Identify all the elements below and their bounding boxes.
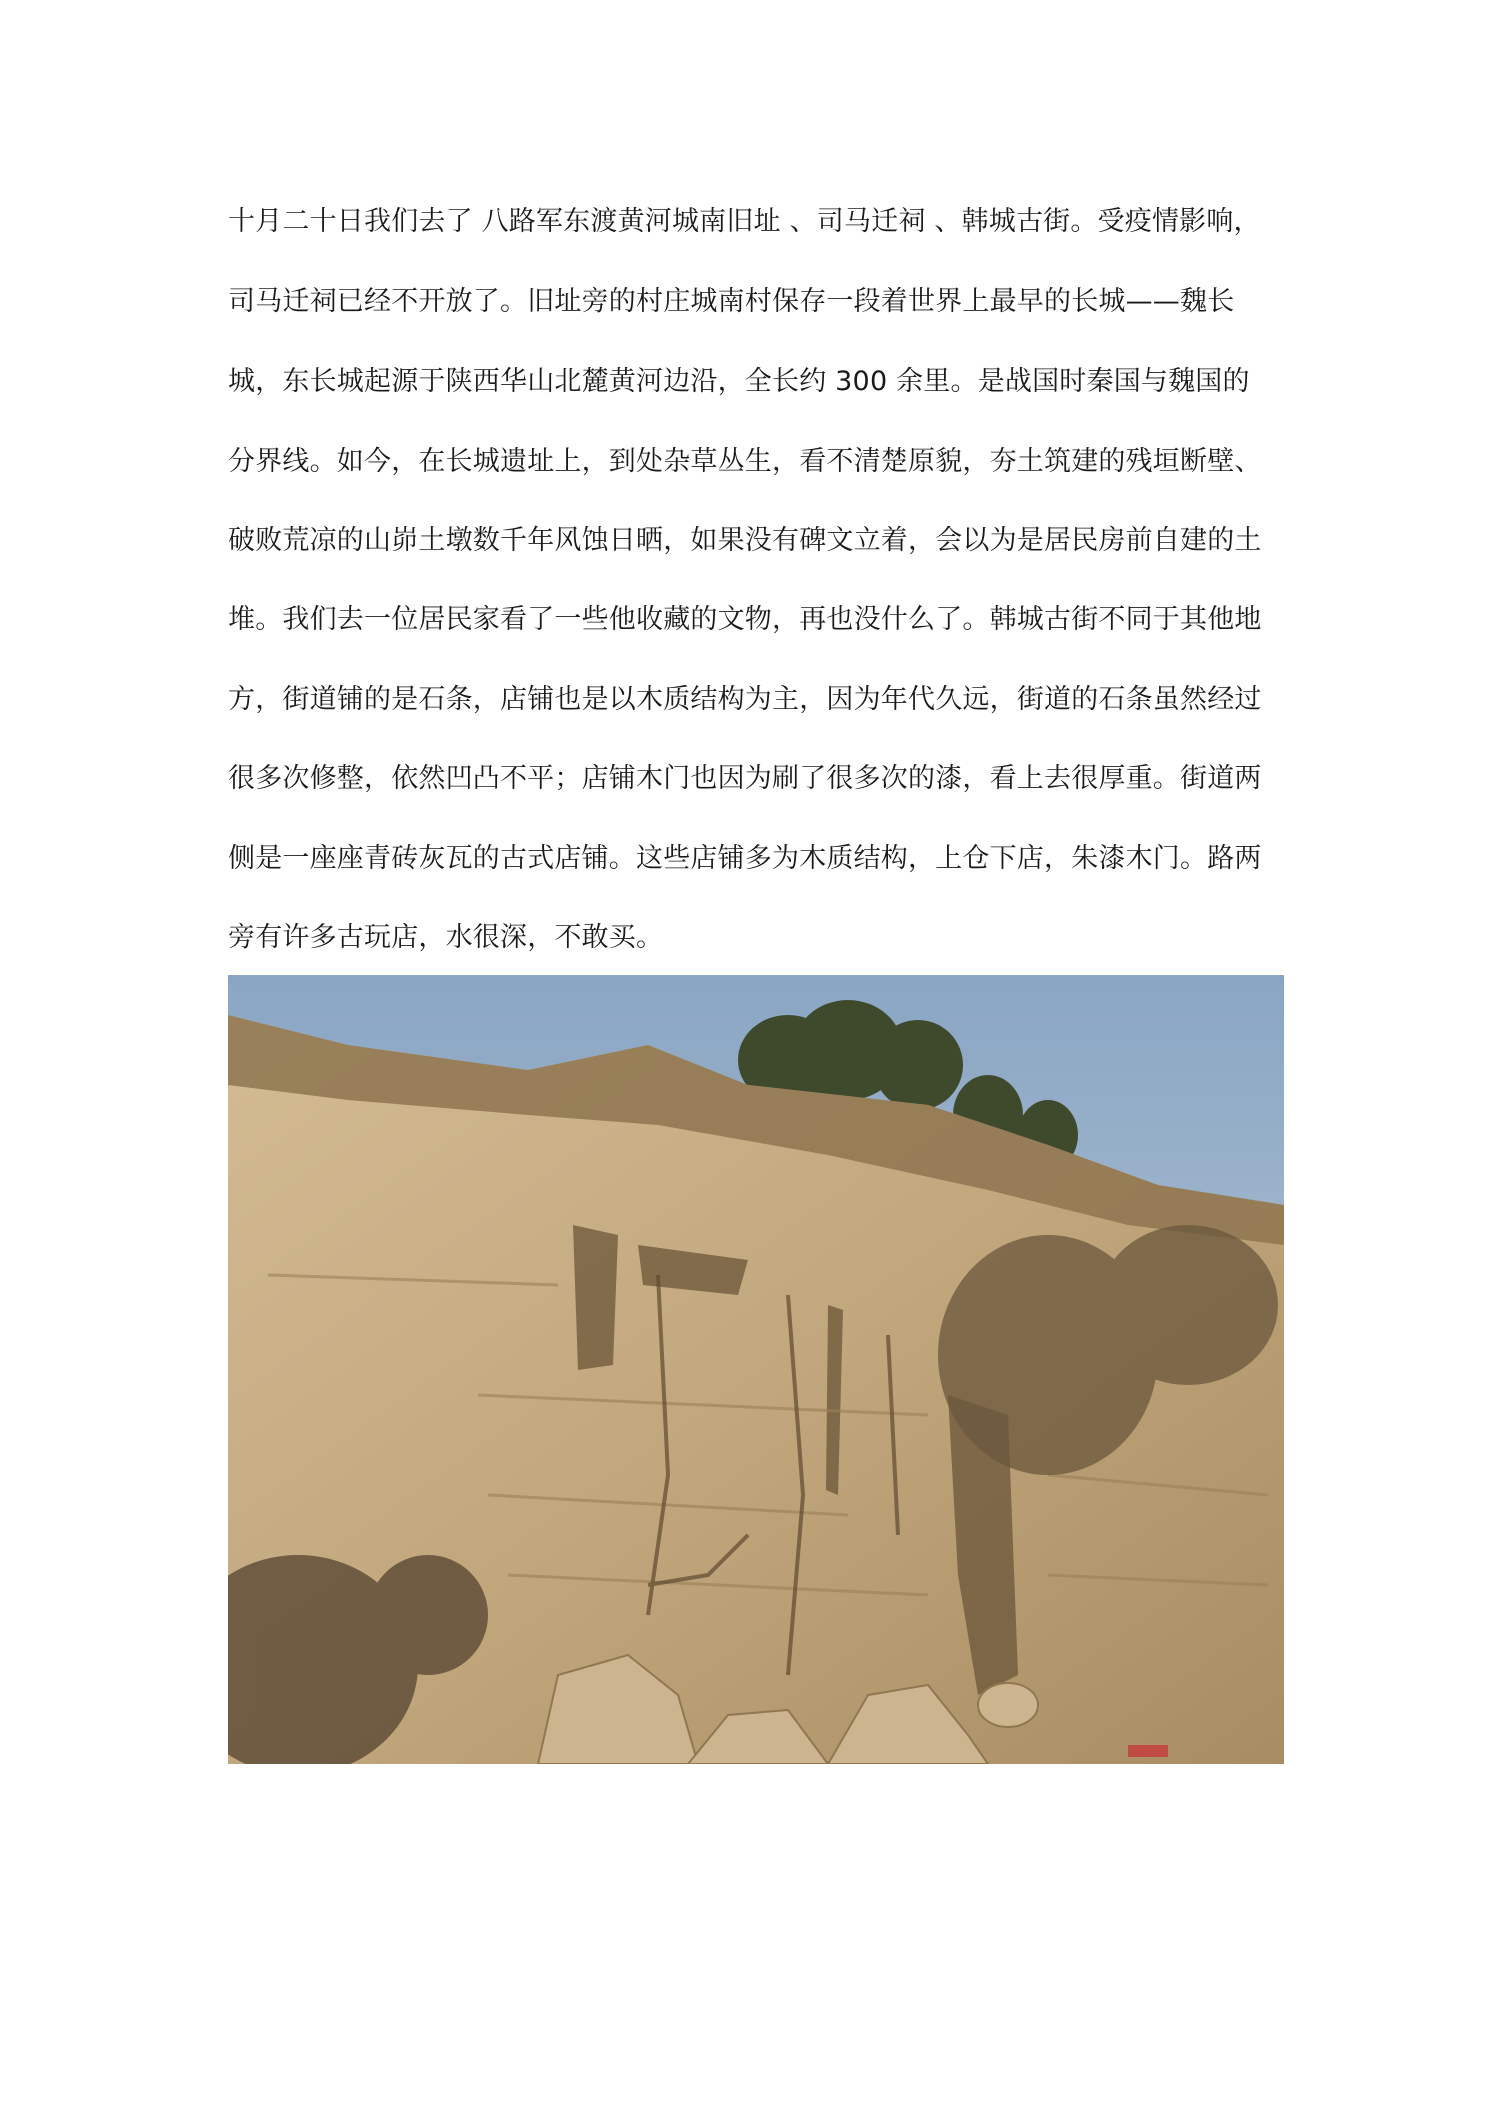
paragraph-line: 十月二十日我们去了 八路军东渡黄河城南旧址 、司马迁祠 、韩城古街。受疫情影响， xyxy=(228,206,1261,237)
paragraph-line: 分界线。如今，在长城遗址上，到处杂草丛生，看不清楚原貌，夯土筑建的残垣断壁、 xyxy=(228,446,1262,477)
paragraph-line: 很多次修整，依然凹凸不平；店铺木门也因为刷了很多次的漆，看上去很厚重。街道两 xyxy=(228,763,1262,794)
paragraph-line: 司马迁祠已经不开放了。旧址旁的村庄城南村保存一段着世界上最早的长城——魏长 xyxy=(228,286,1235,317)
paragraph-line: 旁有许多古玩店，水很深，不敢买。 xyxy=(228,922,664,953)
wei-great-wall-photo xyxy=(228,975,1284,1764)
paragraph-line: 堆。我们去一位居民家看了一些他收藏的文物，再也没什么了。韩城古街不同于其他地 xyxy=(228,604,1262,635)
red-debris xyxy=(1128,1745,1168,1757)
paragraph-line: 破败荒凉的山峁土墩数千年风蚀日晒，如果没有碑文立着，会以为是居民房前自建的土 xyxy=(228,525,1262,556)
paragraph-line: 方，街道铺的是石条，店铺也是以木质结构为主，因为年代久远，街道的石条虽然经过 xyxy=(228,684,1262,715)
paragraph-line: 城，东长城起源于陕西华山北麓黄河边沿，全长约 300 余里。是战国时秦国与魏国的 xyxy=(228,366,1250,397)
paragraph-line: 侧是一座座青砖灰瓦的古式店铺。这些店铺多为木质结构，上仓下店，朱漆木门。路两 xyxy=(228,843,1262,874)
